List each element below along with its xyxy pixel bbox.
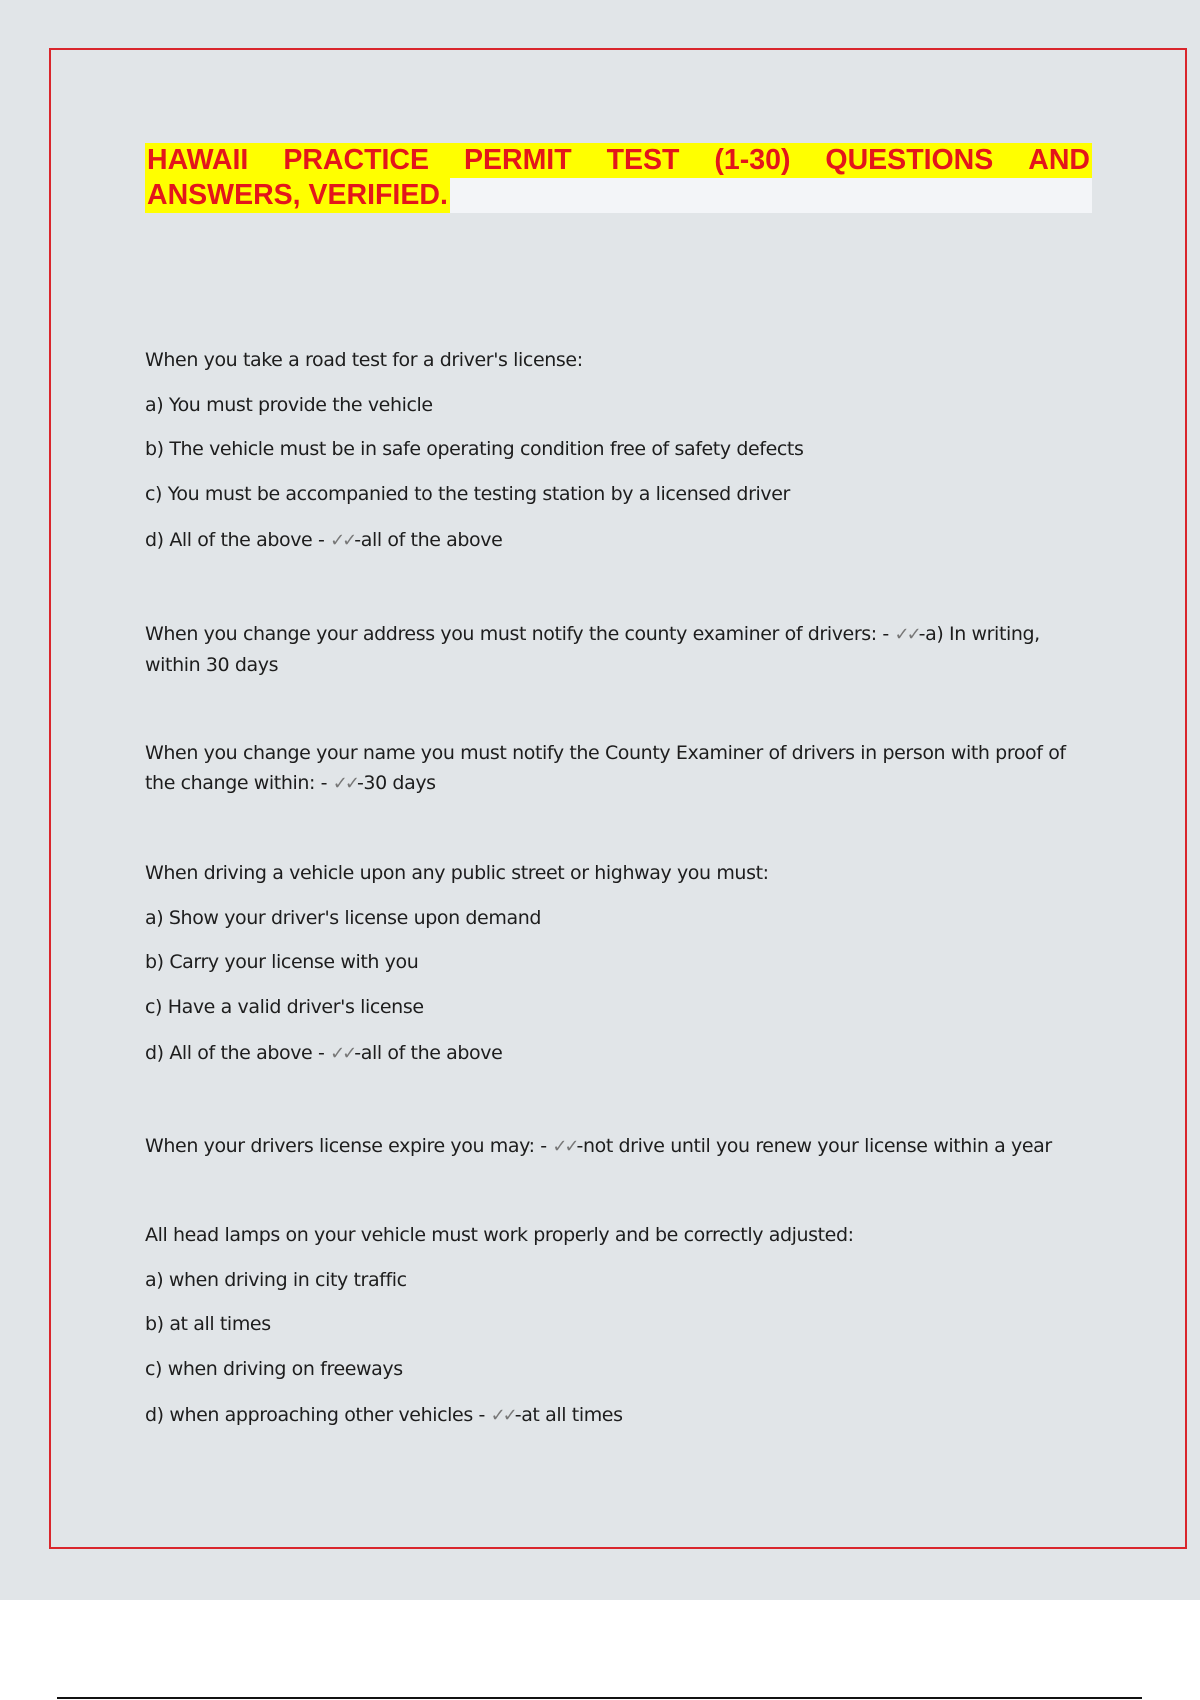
answer-option: b) Carry your license with you	[145, 951, 419, 973]
title-line-2-text: ANSWERS, VERIFIED.	[147, 179, 448, 211]
question-prompt: All head lamps on your vehicle must work properly and be correctly adjusted:	[145, 1224, 854, 1246]
question-block	[145, 738, 1092, 799]
answer-option: c) You must be accompanied to the testing station by a licensed driver	[145, 482, 790, 505]
correct-answer: -all of the above	[354, 1042, 503, 1064]
answer-option: a) You must provide the vehicle	[145, 393, 433, 416]
answer-option-with-answer	[145, 1400, 1092, 1445]
question-block	[145, 619, 1092, 680]
footer-rule	[57, 1697, 1142, 1699]
correct-answer: -a) In writing, within 30 days	[145, 623, 1040, 676]
question-block	[145, 1220, 1092, 1445]
title-word: HAWAII	[147, 144, 249, 176]
title-word: QUESTIONS	[825, 144, 994, 176]
answer-option: b) at all times	[145, 1313, 271, 1335]
correct-answer: -all of the above	[354, 529, 503, 551]
double-check-icon: ✓✓	[332, 773, 357, 794]
question-prompt: When you change your address you must notify the county examiner of drivers: -	[145, 623, 889, 645]
answer-option: a) when driving in city traffic	[145, 1268, 407, 1291]
double-check-icon: ✓✓	[330, 1043, 355, 1064]
answer-option: c) when driving on freeways	[145, 1357, 403, 1380]
double-check-icon: ✓✓	[330, 530, 355, 551]
answer-option: d) All of the above -	[145, 1042, 325, 1064]
question-with-answer	[145, 1131, 1092, 1176]
question-block	[145, 1131, 1092, 1176]
double-check-icon: ✓✓	[552, 1136, 577, 1157]
double-check-icon: ✓✓	[490, 1405, 515, 1426]
answer-option: d) All of the above -	[145, 529, 325, 551]
document-title	[145, 143, 1092, 213]
title-word: TEST	[606, 144, 680, 176]
title-line-1	[145, 143, 1092, 178]
answer-option: d) when approaching other vehicles -	[145, 1404, 485, 1426]
question-with-answer	[145, 619, 1092, 680]
correct-answer: -at all times	[514, 1404, 623, 1426]
answer-option: c) Have a valid driver's license	[145, 995, 424, 1018]
document-content	[145, 143, 1092, 213]
question-prompt: When driving a vehicle upon any public street or highway you must:	[145, 862, 769, 884]
title-word: PRACTICE	[283, 144, 429, 176]
answer-option-with-answer	[145, 525, 1092, 570]
title-word: PERMIT	[463, 144, 572, 176]
answer-option: a) Show your driver's license upon demand	[145, 906, 541, 929]
question-with-answer	[145, 738, 1092, 799]
double-check-icon: ✓✓	[894, 624, 919, 645]
question-block	[145, 858, 1092, 1083]
correct-answer: -30 days	[356, 772, 436, 794]
question-prompt: When you take a road test for a driver's license:	[145, 349, 583, 371]
title-line-2	[145, 178, 1092, 213]
answer-option-with-answer	[145, 1038, 1092, 1083]
title-word: AND	[1028, 144, 1090, 176]
question-prompt: When your drivers license expire you may: -	[145, 1135, 547, 1157]
correct-answer: -not drive until you renew your license within a year	[576, 1135, 1052, 1157]
question-block	[145, 345, 1092, 570]
answer-option: b) The vehicle must be in safe operating condition free of safety defects	[145, 438, 804, 460]
question-prompt: When you change your name you must notify the County Examiner of drivers in person with proof of the change within: -	[145, 742, 1066, 794]
title-word: (1-30)	[714, 144, 791, 176]
